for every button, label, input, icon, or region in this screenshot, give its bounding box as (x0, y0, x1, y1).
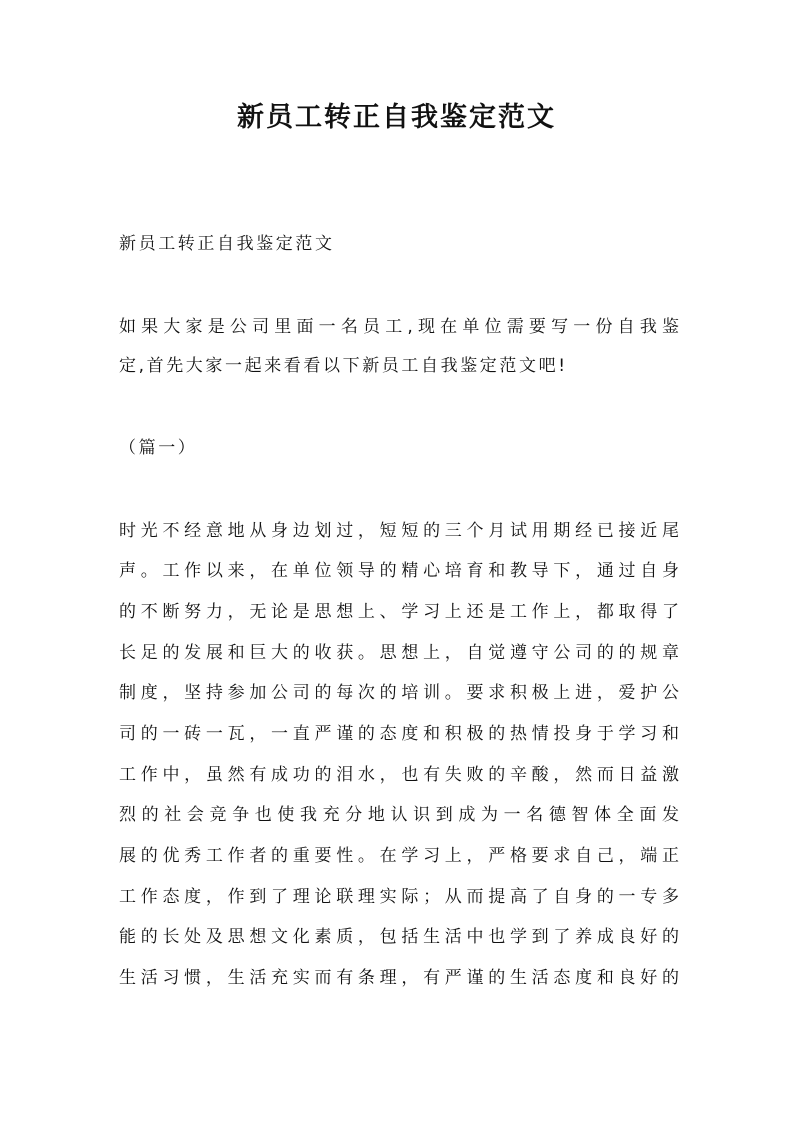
body-line-7: 工作中，虽然有成功的泪水，也有失败的辛酸，然而日益激 (119, 765, 679, 785)
body-line-1: 时光不经意地从身边划过，短短的三个月试用期经已接近尾 (119, 521, 679, 541)
body-line-5: 制度，坚持参加公司的每次的培训。要求积极上进，爱护公 (119, 683, 679, 703)
body-line-4: 长足的发展和巨大的收获。思想上，自觉遵守公司的的规章 (119, 643, 679, 663)
intro-line-2: 定,首先大家一起来看看以下新员工自我鉴定范文吧! (119, 356, 568, 376)
document-title: 新员工转正自我鉴定范文 (237, 102, 556, 133)
section-heading: （篇一） (119, 438, 198, 458)
body-line-6: 司的一砖一瓦，一直严谨的态度和积极的热情投身于学习和 (119, 724, 679, 744)
document-subtitle: 新员工转正自我鉴定范文 (119, 234, 335, 254)
body-line-10: 工作态度，作到了理论联理实际；从而提高了自身的一专多 (119, 887, 679, 907)
body-line-8: 烈的社会竞争也使我充分地认识到成为一名德智体全面发 (119, 805, 679, 825)
body-line-2: 声。工作以来，在单位领导的精心培育和教导下，通过自身 (119, 561, 679, 581)
intro-line-1: 如果大家是公司里面一名员工,现在单位需要写一份自我鉴 (119, 317, 679, 337)
body-line-11: 能的长处及思想文化素质，包括生活中也学到了养成良好的 (119, 927, 679, 947)
body-line-9: 展的优秀工作者的重要性。在学习上，严格要求自己，端正 (119, 846, 679, 866)
body-line-3: 的不断努力，无论是思想上、学习上还是工作上，都取得了 (119, 602, 679, 622)
body-line-12: 生活习惯，生活充实而有条理，有严谨的生活态度和良好的 (119, 968, 679, 988)
